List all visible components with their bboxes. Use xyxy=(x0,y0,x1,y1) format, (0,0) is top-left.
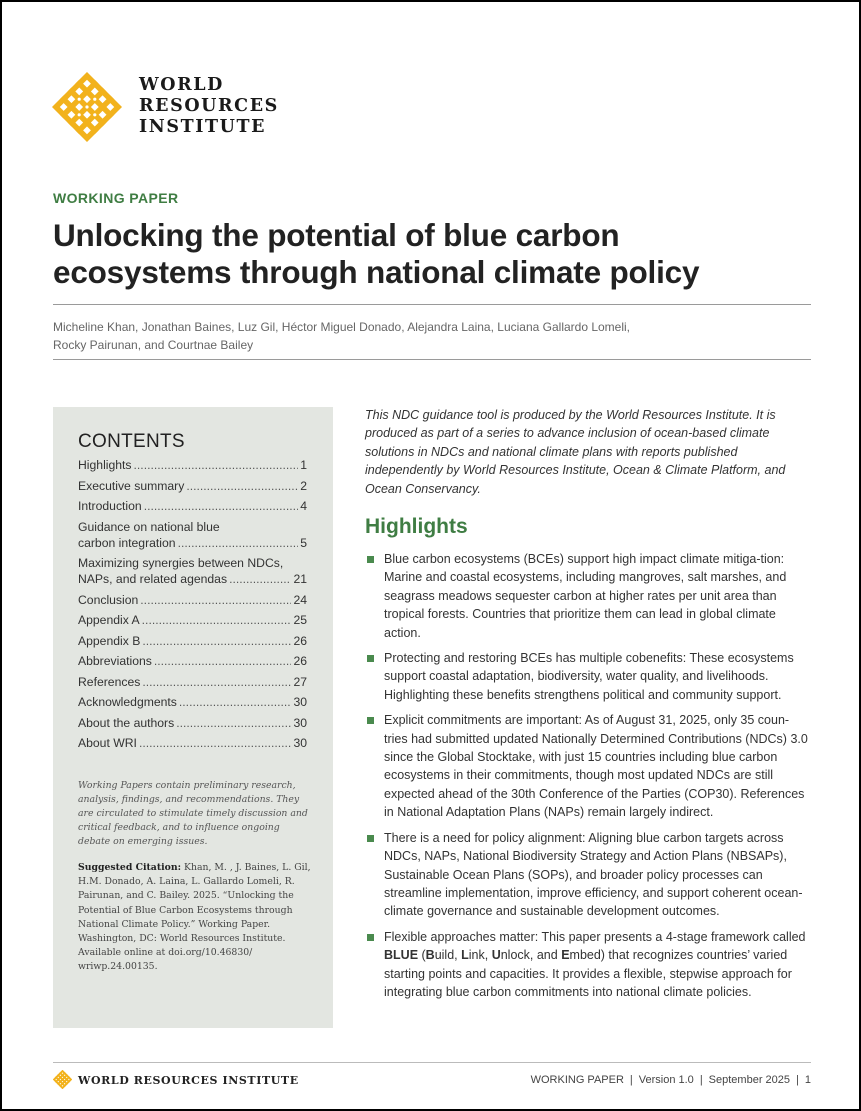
footer-org-name: WORLD RESOURCES INSTITUTE xyxy=(78,1074,299,1087)
authors-line: Rocky Pairunan, and Courtnae Bailey xyxy=(53,338,254,352)
footer-date: September 2025 xyxy=(708,1074,791,1086)
contents-title: CONTENTS xyxy=(78,431,185,452)
toc-entry[interactable] xyxy=(78,555,307,587)
toc-entry-label: Conclusion xyxy=(78,592,139,607)
highlight-text: There is a need for policy alignment: Aligning blue carbon targets across NDCs, NAPs, National Biodiversity Strategy and Action Plans (NBSAPs), Sustainable Ocean Plans (SOPs), and broader policy processes can streamline implementation, improve efficiency, and support coherent ocean-climate governance and sustainable development outcomes. xyxy=(384,830,803,919)
toc-entry-label: Guidance on national blue xyxy=(78,519,220,534)
toc-leader xyxy=(139,735,292,751)
highlight-text: Protecting and restoring BCEs has multiple cobenefits: These ecosystems support coastal adaptation, biodiversity, water quality, and livelihoods. Highlighting these benefits strengthens political and community support. xyxy=(384,651,794,702)
bullet-square-icon xyxy=(367,934,374,941)
toc-entry-label: References xyxy=(78,674,141,689)
toc-entry[interactable] xyxy=(78,735,307,751)
toc-entry-label: Executive summary xyxy=(78,478,185,493)
toc-entry-label: carbon integration xyxy=(78,535,176,550)
toc-entry-page: 5 xyxy=(300,535,307,550)
highlight-text: Blue carbon ecosystems (BCEs) support high impact climate mitiga-tion: Marine and coastal ecosystems, including mangroves, salt marshes, and seagrass meadows sequester carbon at higher rates per unit area than tropical forests. Countries that prioritize them can lead in global climate action. xyxy=(384,552,787,640)
bullet-square-icon xyxy=(367,717,374,724)
highlight-item xyxy=(365,711,812,821)
highlight-item xyxy=(365,550,812,642)
footer-separator: | xyxy=(629,1074,633,1086)
toc-entry[interactable] xyxy=(78,715,307,731)
citation-text: Khan, M. , J. Baines, L. Gil, H.M. Donado, A. Laina, L. Gallardo Lomeli, R. Pairunan, and C. Bailey. 2025. “Unlocking the Potential of Blue Carbon Ecosystems through National Climate Policy.” Working Paper. Washington, DC: World Resources Institute. Available online at doi.org/10.46830/ wriwp.24.00135. xyxy=(78,862,311,973)
toc-entry-label: Introduction xyxy=(78,499,142,513)
highlight-text xyxy=(384,930,806,999)
toc-entry[interactable] xyxy=(78,674,307,690)
footer-page-number: 1 xyxy=(804,1074,811,1086)
highlight-text-part: ( xyxy=(418,948,426,963)
intro-paragraph: This NDC guidance tool is produced by the World Resources Institute. It is produced as part of a series to advance inclusion of ocean-based climate solutions in NDCs and national climate plans with reports published independently by World Resources Institute, Ocean & Climate Platform, and Ocean Conservancy. xyxy=(365,408,786,496)
toc-entry-page: 27 xyxy=(293,674,307,689)
highlight-item xyxy=(365,649,812,704)
toc-entry-page: 30 xyxy=(293,736,307,750)
toc-leader xyxy=(178,535,299,551)
footer-separator: | xyxy=(796,1074,799,1086)
toc-leader xyxy=(229,571,291,587)
toc-leader xyxy=(134,457,299,473)
highlight-text-part: Flexible approaches matter: This paper presents a 4-stage framework called xyxy=(384,929,806,944)
toc-entry-page: 30 xyxy=(293,695,307,709)
toc-entry[interactable] xyxy=(78,498,307,514)
highlight-item xyxy=(365,928,812,1002)
suggested-citation xyxy=(78,861,314,975)
toc-leader xyxy=(176,715,291,731)
highlight-text: Explicit commitments are important: As of August 31, 2025, only 35 coun-tries had submitted updated Nationally Determined Contributions (NDCs) 3.0 since the Global Stocktake, with just 15 countries including blue carbon ecosystems in their commitments, though most updated NDCs are still expected ahead of the 30th Conference of the Parties (COP30). References in National Adaptation Plans (NAPs) remain largely indirect. xyxy=(384,713,808,820)
highlight-text-part: nlock, and xyxy=(500,948,562,963)
citation-label: Suggested Citation: xyxy=(78,862,182,873)
highlight-text-part: uild, xyxy=(434,948,462,963)
working-paper-note: Working Papers contain preliminary research, analysis, findings, and recommendations. They are circulated to stimulate timely discussion and critical feedback, and to influence ongoing debate on emerging issues. xyxy=(78,780,308,847)
toc-leader xyxy=(144,498,299,514)
page-title xyxy=(53,217,813,291)
toc-entry-page: 26 xyxy=(293,633,307,648)
highlight-bold-part: L xyxy=(461,948,469,963)
authors xyxy=(53,318,753,354)
toc-leader xyxy=(140,592,291,608)
toc-entry[interactable] xyxy=(78,519,307,551)
highlights-list xyxy=(365,550,812,1008)
toc-entry-page: 24 xyxy=(293,592,307,607)
highlight-item xyxy=(365,829,812,921)
page-title-line: Unlocking the potential of blue carbon xyxy=(53,217,620,253)
toc-entry-label: Abbreviations xyxy=(78,654,152,668)
toc-entry[interactable] xyxy=(78,457,307,473)
contents-list xyxy=(78,457,307,756)
org-wordmark-line: INSTITUTE xyxy=(139,117,267,137)
bullet-square-icon xyxy=(367,556,374,563)
toc-entry-label: About the authors xyxy=(78,715,175,730)
toc-entry-label: About WRI xyxy=(78,736,137,750)
toc-entry[interactable] xyxy=(78,478,307,494)
toc-entry-page: 30 xyxy=(293,715,307,730)
toc-leader xyxy=(142,674,291,690)
authors-divider xyxy=(53,359,811,360)
toc-entry[interactable] xyxy=(78,633,307,649)
highlight-bold-part: B xyxy=(425,948,435,963)
title-divider xyxy=(53,304,811,305)
toc-entry[interactable] xyxy=(78,592,307,608)
toc-leader xyxy=(142,612,292,628)
page-title-line: ecosystems through national climate policy xyxy=(53,254,700,290)
toc-entry-label: Acknowledgments xyxy=(78,695,177,709)
authors-line: Micheline Khan, Jonathan Baines, Luz Gil, Héctor Miguel Donado, Alejandra Laina, Luciana Gallardo Lomeli, xyxy=(53,320,631,334)
footer-separator: | xyxy=(699,1074,703,1086)
toc-entry-page: 1 xyxy=(300,458,307,472)
footer-meta xyxy=(531,1074,811,1086)
highlights-heading: Highlights xyxy=(365,515,468,538)
org-wordmark xyxy=(139,75,279,138)
toc-entry-label: Highlights xyxy=(78,458,132,472)
footer-doc-type: WORKING PAPER xyxy=(530,1074,624,1086)
highlight-bold-part: BLUE xyxy=(384,948,419,963)
org-wordmark-line: RESOURCES xyxy=(139,96,279,116)
highlight-bold-part: E xyxy=(561,948,570,963)
doc-kicker: WORKING PAPER xyxy=(53,190,179,206)
wri-logo-small-icon xyxy=(53,1070,72,1089)
highlight-text-part: mbed) that recognizes countries’ varied starting points and capacities. It provides a flexible, stepwise approach for integrating blue carbon commitments into national climate policies. xyxy=(384,948,792,999)
toc-entry-page: 26 xyxy=(293,654,307,668)
toc-leader xyxy=(154,653,292,669)
toc-entry-page: 4 xyxy=(300,499,307,513)
toc-entry-label: Maximizing synergies between NDCs, xyxy=(78,556,284,570)
highlight-bold-part: U xyxy=(491,948,501,963)
toc-leader xyxy=(186,478,298,494)
toc-entry[interactable] xyxy=(78,694,307,710)
toc-leader xyxy=(142,633,291,649)
toc-entry[interactable] xyxy=(78,612,307,628)
bullet-square-icon xyxy=(367,835,374,842)
toc-entry-label: Appendix A xyxy=(78,613,140,627)
toc-leader xyxy=(179,694,292,710)
toc-entry-page: 2 xyxy=(300,478,307,493)
contents-sidebar xyxy=(53,407,333,1028)
highlight-text-part: ink, xyxy=(468,948,492,963)
toc-entry-page: 21 xyxy=(293,572,307,586)
bullet-square-icon xyxy=(367,655,374,662)
footer-version: Version 1.0 xyxy=(638,1074,694,1086)
toc-entry-label: Appendix B xyxy=(78,633,141,648)
org-wordmark-line: WORLD xyxy=(139,75,224,95)
footer-divider xyxy=(53,1062,811,1063)
wri-logo-icon xyxy=(52,72,122,142)
toc-entry-label: NAPs, and related agendas xyxy=(78,572,228,586)
toc-entry-page: 25 xyxy=(293,613,307,627)
toc-entry[interactable] xyxy=(78,653,307,669)
